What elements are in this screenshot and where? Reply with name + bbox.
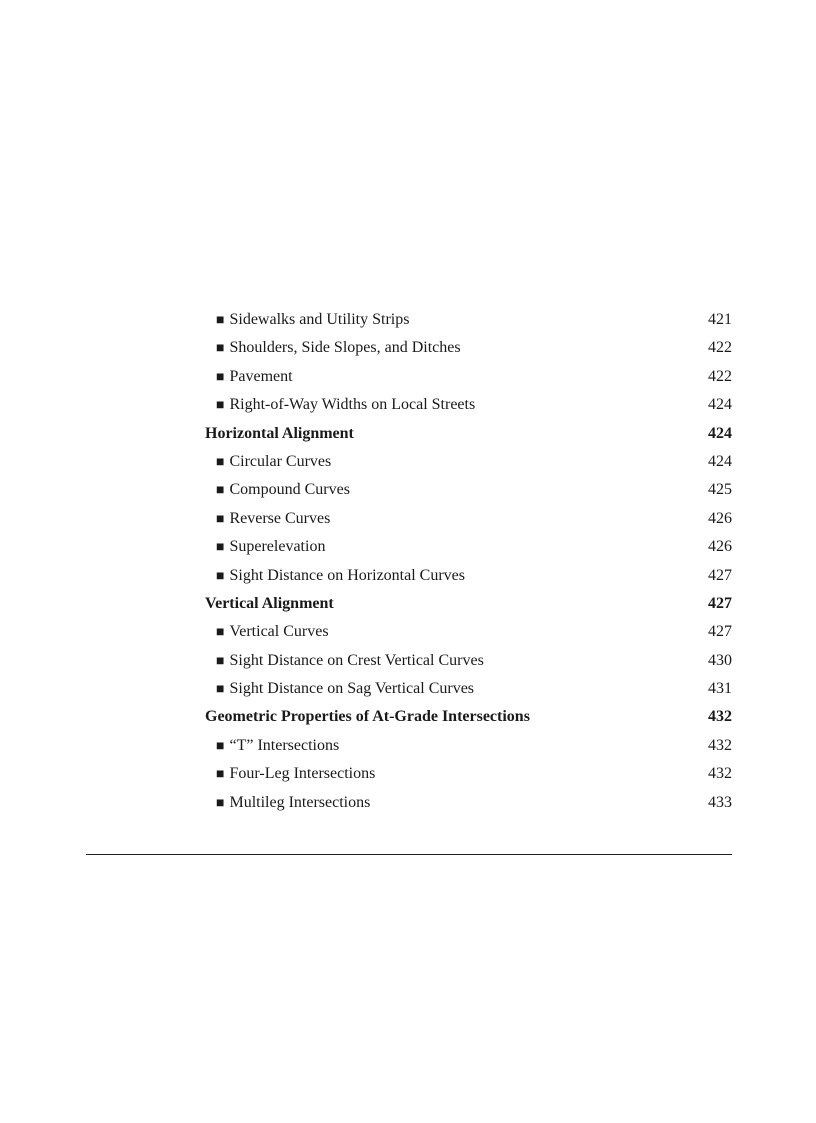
toc-entry (216, 732, 339, 761)
toc-entry (205, 590, 334, 618)
toc-entry-title: Sidewalks and Utility Strips (229, 311, 410, 328)
toc-entry (216, 533, 325, 562)
toc-subentry (205, 618, 732, 646)
square-bullet-icon: ■ (216, 369, 225, 385)
square-bullet-icon: ■ (216, 795, 225, 811)
toc-subentry (205, 476, 732, 504)
toc-entry (216, 306, 409, 335)
square-bullet-icon: ■ (216, 313, 225, 328)
toc-page-number: 422 (708, 339, 732, 357)
toc-entry-title: Vertical Alignment (205, 594, 334, 612)
toc-entry-title: Sight Distance on Horizontal Curves (229, 566, 465, 584)
toc-section-heading (205, 590, 732, 618)
toc-page-number: 430 (708, 651, 732, 669)
square-bullet-icon: ■ (216, 682, 225, 698)
square-bullet-icon: ■ (216, 767, 225, 783)
toc-entry (216, 618, 329, 647)
toc-entry-title: “T” Intersections (229, 736, 340, 754)
square-bullet-icon: ■ (216, 341, 225, 357)
toc-subentry (205, 562, 732, 590)
toc-entry-title: Sight Distance on Crest Vertical Curves (229, 651, 484, 669)
square-bullet-icon: ■ (216, 483, 225, 499)
toc-page-number: 427 (708, 566, 732, 584)
toc-entry-title: Four-Leg Intersections (229, 765, 376, 783)
toc-entry (216, 647, 484, 676)
square-bullet-icon: ■ (216, 540, 225, 556)
toc-subentry (205, 675, 732, 703)
toc-page-number: 427 (708, 623, 732, 641)
toc-entry-title: Geometric Properties of At-Grade Intersections (205, 708, 530, 726)
horizontal-rule (86, 854, 732, 855)
toc-subentry (205, 533, 732, 561)
toc-page-number: 424 (708, 452, 732, 470)
toc-subentry (205, 363, 732, 391)
toc-entry-title: Vertical Curves (229, 623, 329, 641)
toc-entry (216, 760, 375, 789)
toc-entry-title: Sight Distance on Sag Vertical Curves (229, 680, 475, 698)
toc-subentry (205, 505, 732, 533)
toc-page-number: 421 (708, 311, 732, 328)
toc-entry (205, 703, 530, 731)
toc-page-number: 424 (708, 396, 732, 414)
toc-page-number: 431 (708, 680, 732, 698)
toc-page-number: 433 (708, 793, 732, 811)
toc-entry (216, 391, 475, 420)
toc-page-number: 424 (708, 424, 732, 442)
table-of-contents (205, 306, 732, 817)
toc-entry-title: Superelevation (229, 538, 326, 556)
toc-subentry (205, 760, 732, 788)
toc-subentry (205, 391, 732, 419)
toc-entry-title: Multileg Intersections (229, 793, 371, 811)
toc-entry (216, 448, 331, 477)
toc-entry (216, 505, 330, 534)
toc-entry (216, 334, 461, 363)
toc-entry (216, 789, 370, 818)
toc-entry-title: Horizontal Alignment (205, 424, 354, 442)
toc-subentry (205, 306, 732, 334)
square-bullet-icon: ■ (216, 454, 225, 470)
toc-subentry (205, 789, 732, 817)
toc-page-number: 425 (708, 481, 732, 499)
toc-page-number: 422 (708, 367, 732, 385)
toc-entry (216, 363, 293, 392)
toc-page-number: 432 (708, 736, 732, 754)
square-bullet-icon: ■ (216, 653, 225, 669)
toc-subentry (205, 334, 732, 362)
toc-page-number: 432 (708, 708, 732, 726)
square-bullet-icon: ■ (216, 738, 225, 754)
toc-entry-title: Compound Curves (229, 481, 350, 499)
toc-entry-title: Shoulders, Side Slopes, and Ditches (229, 339, 461, 357)
toc-entry (216, 476, 350, 505)
toc-entry-title: Circular Curves (229, 452, 332, 470)
square-bullet-icon: ■ (216, 398, 225, 414)
toc-entry-title: Pavement (229, 367, 293, 385)
toc-subentry (205, 732, 732, 760)
toc-entry (216, 562, 465, 591)
square-bullet-icon: ■ (216, 511, 225, 527)
toc-page-number: 427 (708, 594, 732, 612)
toc-entry-title: Reverse Curves (229, 509, 331, 527)
toc-entry (216, 675, 474, 704)
toc-subentry (205, 647, 732, 675)
toc-page-number: 432 (708, 765, 732, 783)
toc-page-number: 426 (708, 538, 732, 556)
toc-entry-title: Right-of-Way Widths on Local Streets (229, 396, 476, 414)
square-bullet-icon: ■ (216, 568, 225, 584)
toc-subentry (205, 448, 732, 476)
toc-page-number: 426 (708, 509, 732, 527)
square-bullet-icon: ■ (216, 625, 225, 641)
toc-section-heading (205, 420, 732, 448)
toc-section-heading (205, 703, 732, 731)
toc-entry (205, 420, 354, 448)
